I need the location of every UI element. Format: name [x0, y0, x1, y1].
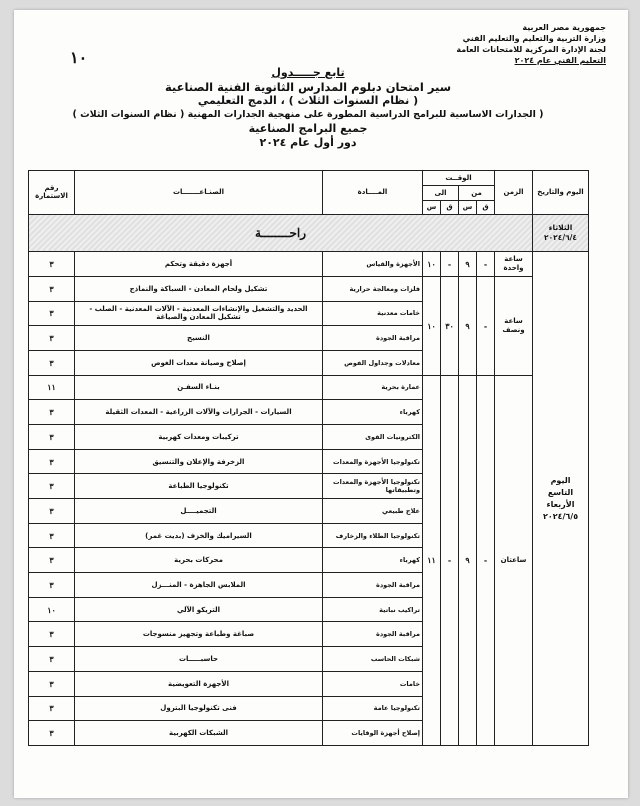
form-number-cell: ٣: [29, 400, 75, 425]
industry-cell: بنـاء السفـن: [75, 375, 323, 400]
subject-cell: تراكيب نباتية: [323, 597, 423, 622]
subject-cell: خامات معدنية: [323, 301, 423, 326]
title-line: جميع البرامج الصناعية: [248, 122, 368, 135]
form-number-cell: ١٠: [29, 597, 75, 622]
ministry-line: وزارة التربية والتعليم والتعليم الفني: [462, 34, 606, 43]
header-to-hour: س: [423, 200, 441, 214]
subject-cell: معادلات وجداول الفوص: [323, 350, 423, 375]
form-number-cell: ٣: [29, 548, 75, 573]
rest-day: [533, 214, 589, 251]
to-minute: -: [441, 252, 459, 277]
header-day: اليوم والتاريخ: [533, 171, 589, 215]
to-minute: ٣٠: [441, 276, 459, 375]
industry-cell: الشبكات الكهربية: [75, 721, 323, 746]
from-hour: ٩: [459, 276, 477, 375]
subject-cell: شبكات الحاسب: [323, 647, 423, 672]
industry-cell: الحديد والتشغيل والإنشاءات المعدنية - الآلات المعدنية - الصلب - تشكيل المعادن والصياغة: [75, 301, 323, 326]
header-from-hour: س: [459, 200, 477, 214]
page-number: ١٠: [70, 48, 88, 67]
form-number-cell: ٣: [29, 449, 75, 474]
form-number-cell: ٣: [29, 474, 75, 499]
form-number-cell: ٣: [29, 721, 75, 746]
header-duration: الزمن: [495, 171, 533, 215]
day-weekday: الأربعاء: [546, 499, 575, 509]
industry-cell: حاسبـــــات: [75, 647, 323, 672]
document-titles: [36, 66, 580, 150]
title-line: ( الجدارات الاساسية للبرامج الدراسية المطورة على منهجية الجدارات المهنية ( نظام السنوات الثلاث ): [72, 109, 544, 120]
subject-cell: عمارة بحرية: [323, 375, 423, 400]
ministry-line: التعليم الفني عام ٢٠٢٤: [514, 56, 606, 65]
industry-cell: التجميــــل: [75, 499, 323, 524]
exam-schedule-table: [28, 170, 589, 746]
industry-cell: صباغة وطباعة وتجهيز منسوجات: [75, 622, 323, 647]
rest-label: راحــــــــة: [29, 214, 533, 251]
day-date: ٢٠٢٤/٦/٥: [542, 511, 579, 521]
form-number-cell: ٣: [29, 696, 75, 721]
subject-cell: كهرباء: [323, 548, 423, 573]
to-hour: ١١: [423, 375, 441, 745]
subject-cell: علاج طبيعي: [323, 499, 423, 524]
header-time: الوقــت: [423, 171, 495, 186]
industry-cell: النسيج: [75, 326, 323, 351]
industry-cell: الملابس الجاهزة - المنـــزل: [75, 573, 323, 598]
industry-cell: إصلاح وصيانة معدات الغوص: [75, 350, 323, 375]
subject-cell: فلزات ومعالجة حرارية: [323, 276, 423, 301]
table-row: [29, 276, 589, 301]
form-number-cell: ٣: [29, 647, 75, 672]
form-number-cell: ٣: [29, 276, 75, 301]
duration-cell: ساعتان: [495, 375, 533, 745]
form-number-cell: ٣: [29, 622, 75, 647]
industry-cell: محركات بحرية: [75, 548, 323, 573]
header-to: الى: [423, 186, 459, 200]
day-label: اليوم: [550, 475, 571, 485]
from-hour: ٩: [459, 252, 477, 277]
title-line: تابع جـــــدول: [271, 66, 345, 79]
industry-cell: تكنولوجيا الطباعة: [75, 474, 323, 499]
to-hour: ١٠: [423, 276, 441, 375]
header-industry: الصنـاعـــــــات: [75, 171, 323, 215]
header-subject: المــــادة: [323, 171, 423, 215]
ministry-line: جمهورية مصر العربية: [522, 23, 606, 32]
subject-cell: تكنولوجيا الأجهزة والمعدات وتطبيقاتها: [323, 474, 423, 499]
form-number-cell: ٣: [29, 350, 75, 375]
title-line: سير امتحان دبلوم المدارس الثانوية الفنية الصناعية: [164, 80, 452, 94]
header-to-min: ق: [441, 200, 459, 214]
subject-cell: مراقبة الجودة: [323, 573, 423, 598]
industry-cell: تركيبات ومعدات كهربية: [75, 424, 323, 449]
table-row: [29, 375, 589, 400]
ministry-line: لجنة الإدارة المركزية للامتحانات العامة: [456, 45, 606, 54]
form-number-cell: ٣: [29, 424, 75, 449]
subject-cell: مراقبة الجودة: [323, 326, 423, 351]
industry-cell: السيراميك والخزف (بديت غمر): [75, 523, 323, 548]
form-number-cell: ٣: [29, 523, 75, 548]
day-ordinal: التاسع: [547, 487, 574, 497]
industry-cell: أجهزة دقيقة وتحكم: [75, 252, 323, 277]
duration-cell: ساعة ونصف: [495, 276, 533, 375]
ministry-header: [416, 22, 606, 66]
to-minute: -: [441, 375, 459, 745]
subject-cell: الأجهزة والقياس: [323, 252, 423, 277]
duration-cell: ساعة واحدة: [495, 252, 533, 277]
form-number-cell: ١١: [29, 375, 75, 400]
rest-day-date: ٢٠٢٤/٦/٤: [544, 233, 577, 242]
subject-cell: الكترونيات القوى: [323, 424, 423, 449]
title-line: دور أول عام ٢٠٢٤: [259, 136, 357, 149]
form-number-cell: ٣: [29, 252, 75, 277]
subject-cell: تكنولوجيا الأجهزة والمعدات: [323, 449, 423, 474]
subject-cell: إصلاح أجهزة الوقايات: [323, 721, 423, 746]
form-number-cell: ٣: [29, 326, 75, 351]
from-minute: -: [477, 252, 495, 277]
header-from: من: [459, 186, 495, 200]
form-number-cell: ٣: [29, 301, 75, 326]
subject-cell: تكنولوجيا الطلاء والزخارف: [323, 523, 423, 548]
day-cell: [533, 252, 589, 746]
subject-cell: خامات: [323, 671, 423, 696]
form-number-cell: ٣: [29, 499, 75, 524]
rest-row: [29, 214, 589, 251]
industry-cell: الأجهزة التعويضية: [75, 671, 323, 696]
header-code: رقم الاستمارة: [29, 171, 75, 215]
form-number-cell: ٣: [29, 671, 75, 696]
industry-cell: تشكيل ولحام المعادن - السباكة والنماذج: [75, 276, 323, 301]
title-line: ( نظام السنوات الثلاث ) ، الدمج التعليمي: [197, 94, 419, 107]
industry-cell: التريكو الآلي: [75, 597, 323, 622]
subject-cell: تكنولوجيا عامة: [323, 696, 423, 721]
header-from-min: ق: [477, 200, 495, 214]
table-row: [29, 252, 589, 277]
rest-day-name: الثلاثاء: [548, 223, 573, 232]
industry-cell: فنى تكنولوجيا البترول: [75, 696, 323, 721]
form-number-cell: ٣: [29, 573, 75, 598]
subject-cell: كهرباء: [323, 400, 423, 425]
from-hour: ٩: [459, 375, 477, 745]
industry-cell: السيارات - الجرارات والآلات الزراعية - المعدات الثقيلة: [75, 400, 323, 425]
from-minute: -: [477, 276, 495, 375]
industry-cell: الزخرفة والإعلان والتنسيق: [75, 449, 323, 474]
subject-cell: مراقبة الجودة: [323, 622, 423, 647]
to-hour: ١٠: [423, 252, 441, 277]
from-minute: -: [477, 375, 495, 745]
